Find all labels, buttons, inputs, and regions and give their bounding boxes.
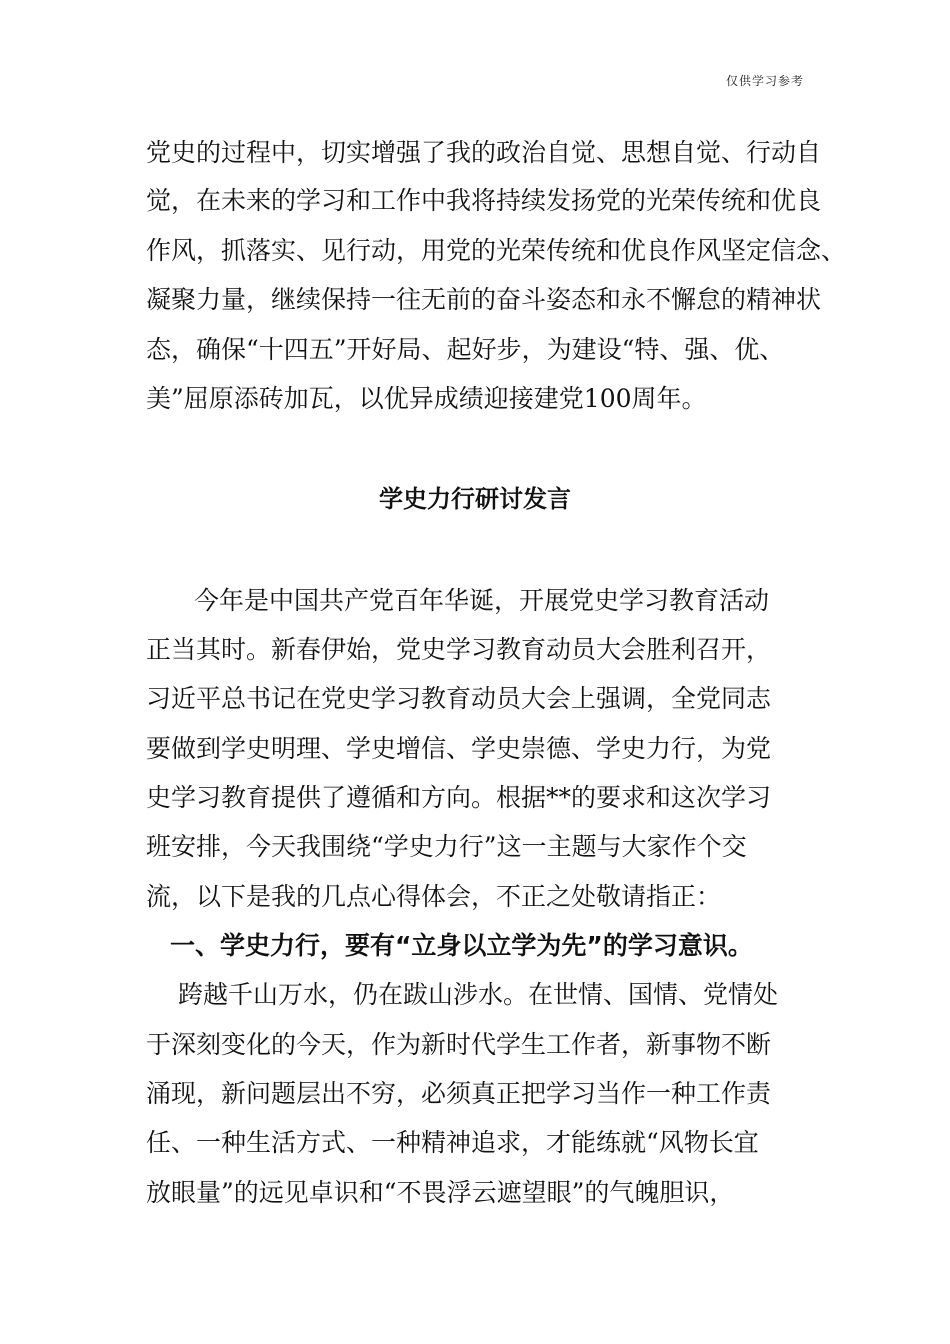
body-line: 正当其时。新春伊始，党史学习教育动员大会胜利召开， [146,635,772,664]
body-line: 习近平总书记在党史学习教育动员大会上强调，全党同志 [146,684,772,713]
header-note: 仅供学习参考 [725,74,804,88]
body-line: 作风，抓落实、见行动，用党的光荣传统和优良作风坚定信念、 [146,236,847,265]
body-line: 于深刻变化的今天，作为新时代学生工作者，新事物不断 [146,1030,772,1059]
body-line: 班安排，今天我围绕“学史力行”这一主题与大家作个交 [146,832,747,861]
body-line: 美”屈原添砖加瓦，以优异成绩迎接建党100周年。 [146,384,707,413]
body-line: 放眼量”的远见卓识和“不畏浮云遮望眼”的气魄胆识， [146,1178,735,1207]
section-heading: 一、学史力行，要有“立身以立学为先”的学习意识。 [170,931,753,960]
body-line: 要做到学史明理、学史增信、学史崇德、学史力行，为党 [146,734,772,763]
body-line: 涌现，新问题层出不穷，必须真正把学习当作一种工作责 [146,1079,772,1108]
body-line: 任、一种生活方式、一种精神追求，才能练就“风物长宜 [146,1128,759,1157]
body-line: 跨越千山万水，仍在跋山涉水。在世情、国情、党情处 [178,980,779,1009]
body-line: 史学习教育提供了遵循和方向。根据**的要求和这次学习 [146,783,772,812]
body-line: 今年是中国共产党百年华诞，开展党史学习教育活动 [194,586,770,615]
body-line: 流，以下是我的几点心得体会，不正之处敬请指正： [146,882,722,911]
body-line: 党史的过程中，切实增强了我的政治自觉、思想自觉、行动自 [146,138,822,167]
body-line: 凝聚力量，继续保持一往无前的奋斗姿态和永不懈怠的精神状 [146,285,822,314]
document-title: 学史力行研讨发言 [379,485,571,513]
body-line: 觉，在未来的学习和工作中我将持续发扬党的光荣传统和优良 [146,186,822,215]
body-line: 态，确保“十四五”开好局、起好步，为建设“特、强、优、 [146,335,785,364]
